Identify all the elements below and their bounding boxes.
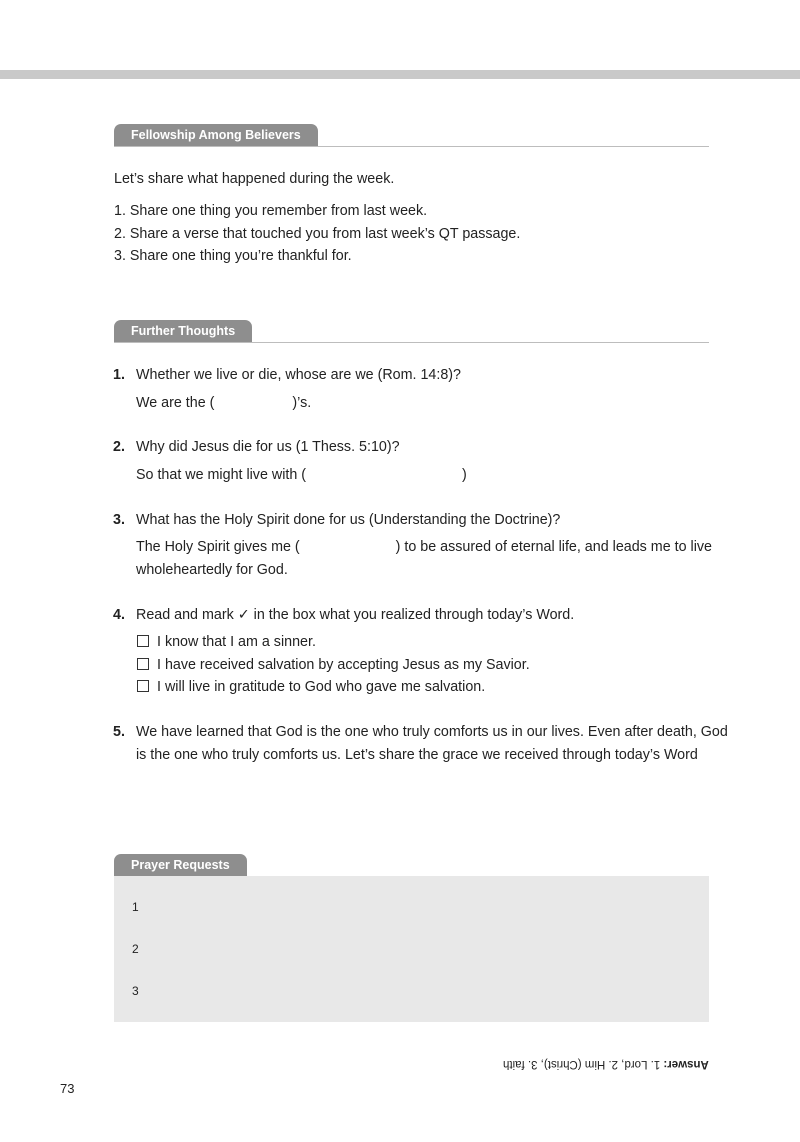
answer-key-label: Answer: (663, 1058, 709, 1070)
question-3-number: 3. (113, 512, 125, 528)
further-thoughts-section-tab: Further Thoughts (114, 320, 252, 342)
question-5-number: 5. (113, 724, 125, 740)
question-3-text: What has the Holy Spirit done for us (Understanding the Doctrine)? (136, 512, 561, 528)
prayer-request-3-number: 3 (132, 984, 139, 998)
question-3-answer-suffix: ) to be assured of eternal life, and leads me to live (395, 539, 712, 555)
question-4-option-3 (137, 677, 485, 697)
question-4-number: 4. (113, 607, 125, 623)
question-3-answer-line-2: wholeheartedly for God. (136, 562, 288, 578)
question-1-text: Whether we live or die, whose are we (Rom. 14:8)? (136, 367, 461, 383)
question-2-answer-suffix: ) (462, 467, 467, 483)
question-4-option-2-label: I have received salvation by accepting Jesus as my Savior. (157, 657, 530, 673)
answer-key (503, 1058, 709, 1070)
checkbox-option-3[interactable] (137, 680, 149, 692)
question-4-text: Read and mark ✓ in the box what you realized through today’s Word. (136, 607, 575, 623)
question-4-option-1 (137, 632, 316, 652)
question-4-option-3-label: I will live in gratitude to God who gave me salvation. (157, 679, 486, 695)
question-2-number: 2. (113, 439, 125, 455)
question-1-answer-prefix: We are the ( (136, 395, 215, 411)
checkbox-option-2[interactable] (137, 658, 149, 670)
checkbox-option-1[interactable] (137, 635, 149, 647)
prayer-request-2-number: 2 (132, 942, 139, 956)
prayer-requests-box[interactable] (114, 876, 709, 1022)
fellowship-intro: Let’s share what happened during the week. (114, 171, 395, 187)
fellowship-item-3: 3. Share one thing you’re thankful for. (114, 248, 352, 264)
question-3-answer-prefix: The Holy Spirit gives me ( (136, 539, 300, 555)
fellowship-item-2: 2. Share a verse that touched you from last week’s QT passage. (114, 226, 521, 242)
question-1-answer (136, 393, 311, 413)
top-rule-bar (0, 70, 800, 79)
fellowship-section-rule (114, 146, 709, 147)
fellowship-section-tab: Fellowship Among Believers (114, 124, 318, 146)
question-5-line-1: We have learned that God is the one who truly comforts us in our lives. Even after death, God (136, 724, 728, 740)
question-1-number: 1. (113, 367, 125, 383)
prayer-requests-section-tab: Prayer Requests (114, 854, 247, 876)
further-thoughts-section-rule (114, 342, 709, 343)
question-1-answer-suffix: )’s. (292, 395, 312, 411)
question-4-option-2 (137, 655, 530, 675)
question-5-line-2: is the one who truly comforts us. Let’s share the grace we received through today’s Word (136, 747, 698, 763)
question-2-answer (136, 465, 467, 485)
question-2-answer-prefix: So that we might live with ( (136, 467, 307, 483)
answer-key-text: 1. Lord, 2. Him (Christ), 3. faith (503, 1058, 664, 1070)
question-3-answer (136, 537, 712, 557)
fellowship-item-1: 1. Share one thing you remember from last week. (114, 203, 428, 219)
question-2-text: Why did Jesus die for us (1 Thess. 5:10)? (136, 439, 400, 455)
prayer-request-1-number: 1 (132, 900, 139, 914)
page-number: 73 (60, 1081, 75, 1096)
question-4-option-1-label: I know that I am a sinner. (157, 634, 316, 650)
